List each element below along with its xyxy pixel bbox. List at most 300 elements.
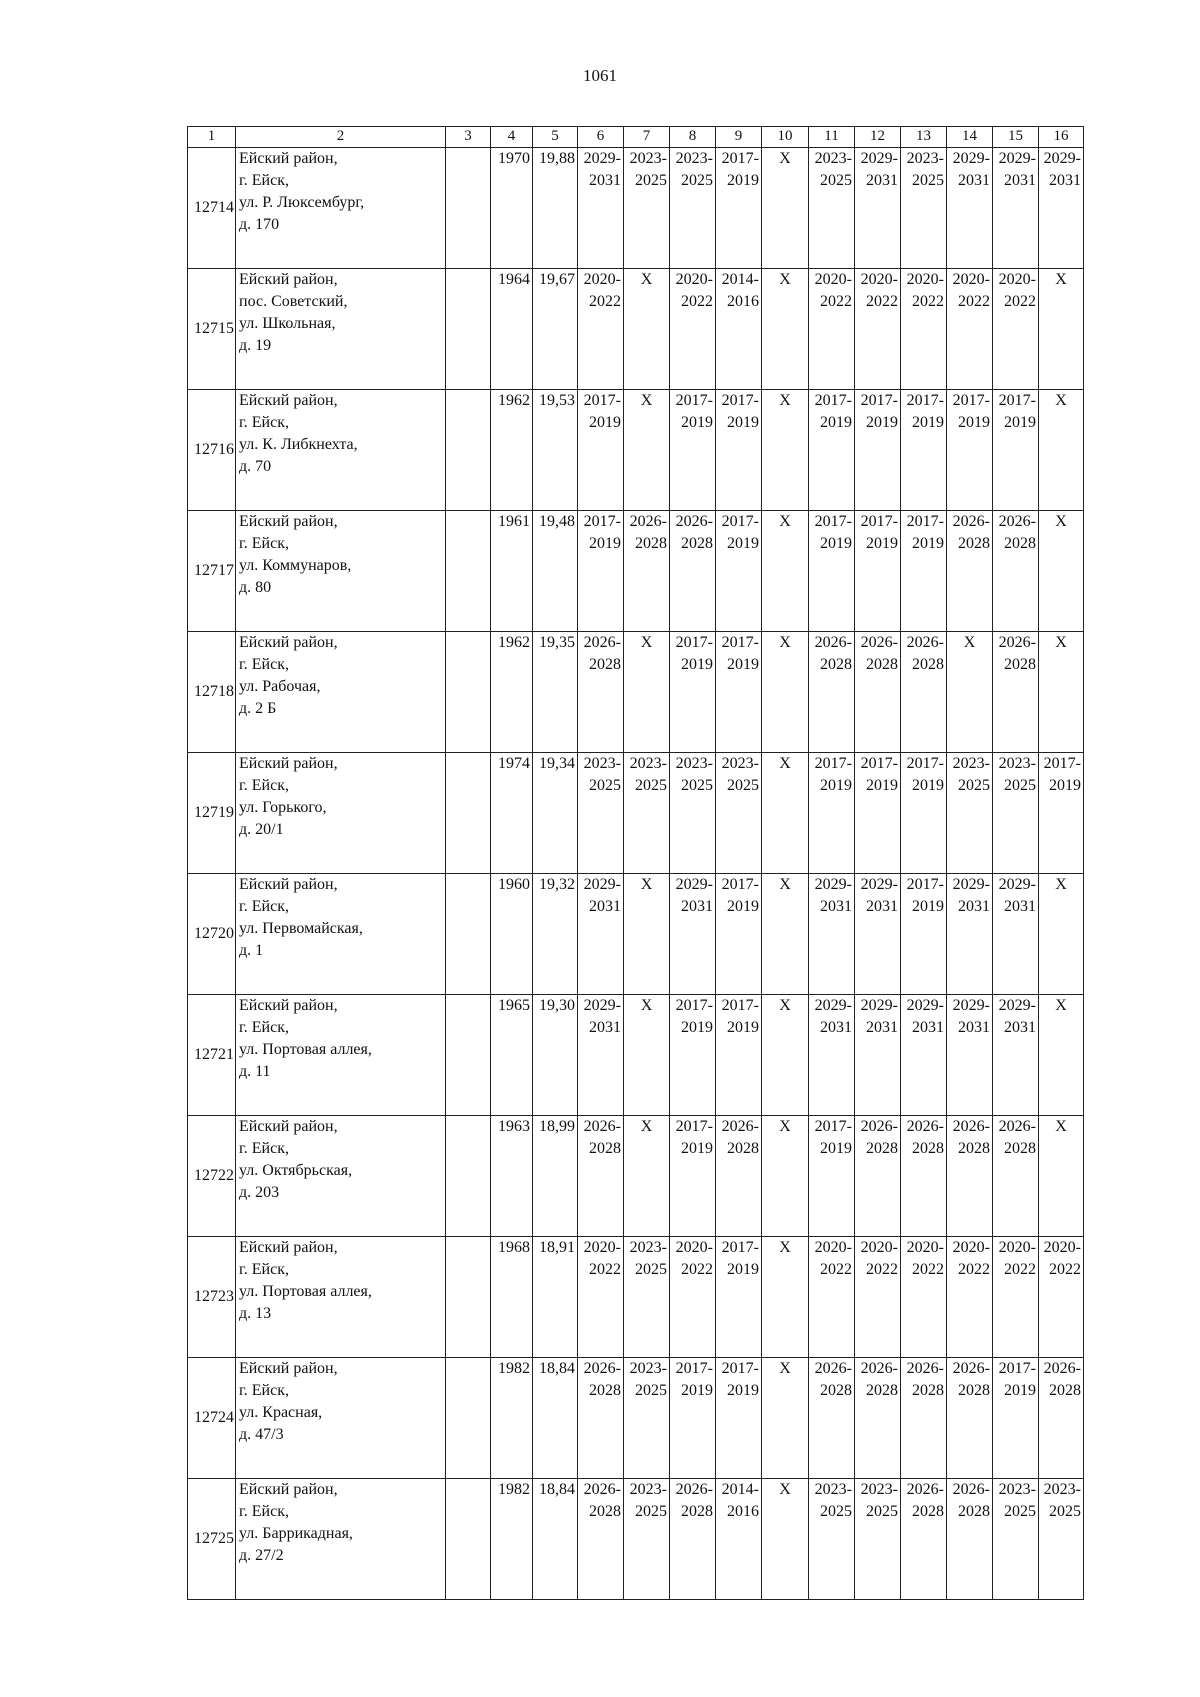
value-cell: 19,32 (533, 874, 578, 995)
period-cell-col-7 (624, 995, 670, 1116)
period-part: 2019 (820, 777, 852, 794)
column-header-10: 10 (762, 127, 809, 148)
year-cell: 1974 (491, 753, 533, 874)
period-part: 2029- (583, 876, 621, 893)
period-part: 2028 (866, 1382, 898, 1399)
address-line: д. 19 (239, 337, 272, 354)
column-header-8: 8 (670, 127, 716, 148)
period-cell-col-9 (716, 511, 762, 632)
period-part: 2023- (952, 755, 990, 772)
period-cell-col-11 (809, 1116, 855, 1237)
period-part: 2017- (721, 1239, 759, 1256)
period-part: 2025 (635, 777, 667, 794)
period-part: 2025 (681, 777, 713, 794)
period-part: 2025 (1049, 1503, 1081, 1520)
period-part: 2028 (727, 1140, 759, 1157)
period-part: 2019 (1004, 1382, 1036, 1399)
period-part: 2031 (820, 1019, 852, 1036)
period-cell-col-9 (716, 1358, 762, 1479)
period-part: 2025 (589, 777, 621, 794)
period-cell-col-10 (762, 1358, 809, 1479)
period-part: 2023- (629, 1239, 667, 1256)
period-part: 2017- (721, 997, 759, 1014)
period-cell-col-12 (855, 269, 901, 390)
column-3-cell (446, 874, 491, 995)
period-part: 2026- (814, 634, 852, 651)
period-part: 2028 (958, 1503, 990, 1520)
period-cell-col-9 (716, 874, 762, 995)
address-cell (236, 1116, 446, 1237)
column-header-7: 7 (624, 127, 670, 148)
period-cell-col-16 (1039, 995, 1084, 1116)
row-number: 12719 (188, 753, 236, 874)
column-3-cell (446, 1237, 491, 1358)
year-cell: 1982 (491, 1479, 533, 1600)
period-part: 2029- (814, 876, 852, 893)
period-part: 2028 (589, 1140, 621, 1157)
period-part: 2017- (675, 1118, 713, 1135)
row-number: 12725 (188, 1479, 236, 1600)
period-part: 2029- (814, 997, 852, 1014)
period-cell-col-13 (901, 1479, 947, 1600)
not-applicable-mark: X (640, 271, 653, 288)
address-line: г. Ейск, (239, 777, 289, 794)
period-cell-col-10 (762, 995, 809, 1116)
period-part: 2028 (912, 656, 944, 673)
period-part: 2023- (629, 1360, 667, 1377)
column-header-1: 1 (188, 127, 236, 148)
period-part: 2023- (583, 755, 621, 772)
period-part: 2026- (1043, 1360, 1081, 1377)
value-cell: 19,35 (533, 632, 578, 753)
period-cell-col-16 (1039, 874, 1084, 995)
period-part: 2026- (906, 1118, 944, 1135)
period-part: 2023- (629, 1481, 667, 1498)
period-part: 2017- (721, 513, 759, 530)
period-part: 2019 (727, 1019, 759, 1036)
period-part: 2031 (1004, 172, 1036, 189)
period-cell-col-8 (670, 1116, 716, 1237)
period-part: 2019 (681, 1140, 713, 1157)
table-row (188, 148, 1084, 269)
period-part: 2020- (583, 1239, 621, 1256)
address-cell (236, 511, 446, 632)
address-line: ул. Коммунаров, (239, 557, 352, 574)
period-part: 2019 (727, 535, 759, 552)
period-part: 2029- (1043, 150, 1081, 167)
period-cell-col-11 (809, 753, 855, 874)
year-cell: 1964 (491, 269, 533, 390)
period-part: 2026- (629, 513, 667, 530)
period-part: 2022 (820, 293, 852, 310)
not-applicable-mark: X (1055, 271, 1067, 288)
address-line: ул. Рабочая, (239, 678, 321, 695)
period-part: 2019 (912, 535, 944, 552)
period-part: 2019 (681, 656, 713, 673)
period-part: 2022 (866, 293, 898, 310)
period-cell-col-10 (762, 1479, 809, 1600)
period-part: 2017- (814, 392, 852, 409)
period-cell-col-8 (670, 1237, 716, 1358)
period-cell-col-16 (1039, 1479, 1084, 1600)
period-cell-col-15 (993, 269, 1039, 390)
year-cell: 1960 (491, 874, 533, 995)
period-part: 2023- (721, 755, 759, 772)
period-cell-col-7 (624, 1358, 670, 1479)
period-part: 2028 (866, 1140, 898, 1157)
period-cell-col-7 (624, 753, 670, 874)
period-part: 2026- (952, 1360, 990, 1377)
period-cell-col-8 (670, 874, 716, 995)
period-part: 2025 (866, 1503, 898, 1520)
period-part: 2029- (583, 150, 621, 167)
period-cell-col-15 (993, 390, 1039, 511)
column-3-cell (446, 632, 491, 753)
value-cell: 19,30 (533, 995, 578, 1116)
period-part: 2020- (583, 271, 621, 288)
period-part: 2031 (589, 1019, 621, 1036)
address-line: Ейский район, (239, 1360, 338, 1377)
value-cell: 19,34 (533, 753, 578, 874)
not-applicable-mark: X (779, 1239, 791, 1256)
period-part: 2028 (866, 656, 898, 673)
period-part: 2020- (952, 1239, 990, 1256)
period-cell-col-15 (993, 1358, 1039, 1479)
period-part: 2019 (727, 656, 759, 673)
period-cell-col-13 (901, 269, 947, 390)
year-cell: 1982 (491, 1358, 533, 1479)
not-applicable-mark: X (640, 1118, 653, 1135)
value-cell: 18,99 (533, 1116, 578, 1237)
period-part: 2017- (675, 392, 713, 409)
address-line: Ейский район, (239, 876, 338, 893)
period-cell-col-16 (1039, 1116, 1084, 1237)
period-part: 2029- (998, 150, 1036, 167)
column-header-2: 2 (236, 127, 446, 148)
address-cell (236, 753, 446, 874)
period-cell-col-9 (716, 269, 762, 390)
address-line: г. Ейск, (239, 1140, 289, 1157)
address-cell (236, 874, 446, 995)
period-part: 2017- (814, 755, 852, 772)
period-part: 2028 (681, 1503, 713, 1520)
period-part: 2025 (912, 172, 944, 189)
period-part: 2028 (958, 1382, 990, 1399)
period-cell-col-16 (1039, 269, 1084, 390)
period-part: 2017- (952, 392, 990, 409)
period-part: 2029- (583, 997, 621, 1014)
period-part: 2031 (1004, 1019, 1036, 1036)
column-header-16: 16 (1039, 127, 1084, 148)
column-header-6: 6 (578, 127, 624, 148)
period-part: 2029- (952, 997, 990, 1014)
table-row (188, 390, 1084, 511)
period-part: 2019 (681, 1019, 713, 1036)
period-cell-col-10 (762, 632, 809, 753)
column-header-14: 14 (947, 127, 993, 148)
value-cell: 18,84 (533, 1479, 578, 1600)
table-row (188, 1116, 1084, 1237)
address-line: Ейский район, (239, 1239, 338, 1256)
period-cell-col-14 (947, 874, 993, 995)
period-cell-col-9 (716, 1479, 762, 1600)
period-cell-col-12 (855, 995, 901, 1116)
period-part: 2017- (814, 513, 852, 530)
period-cell-col-8 (670, 1479, 716, 1600)
period-part: 2023- (629, 755, 667, 772)
period-cell-col-14 (947, 148, 993, 269)
period-part: 2017- (1043, 755, 1081, 772)
period-cell-col-7 (624, 1116, 670, 1237)
period-part: 2025 (727, 777, 759, 794)
period-part: 2019 (727, 414, 759, 431)
period-part: 2020- (860, 271, 898, 288)
address-line: пос. Советский, (239, 293, 348, 310)
period-part: 2019 (958, 414, 990, 431)
period-cell-col-6 (578, 1237, 624, 1358)
address-line: Ейский район, (239, 1118, 338, 1135)
period-part: 2026- (952, 513, 990, 530)
period-part: 2023- (675, 755, 713, 772)
column-header-3: 3 (446, 127, 491, 148)
row-number: 12715 (188, 269, 236, 390)
period-part: 2019 (681, 1382, 713, 1399)
address-line: д. 11 (239, 1063, 271, 1080)
year-cell: 1962 (491, 632, 533, 753)
period-cell-col-8 (670, 269, 716, 390)
period-part: 2022 (1049, 1261, 1081, 1278)
period-cell-col-6 (578, 1358, 624, 1479)
period-cell-col-12 (855, 1116, 901, 1237)
address-line: ул. Р. Люксембург, (239, 194, 365, 211)
period-part: 2025 (1004, 1503, 1036, 1520)
period-part: 2023- (675, 150, 713, 167)
period-part: 2017- (721, 876, 759, 893)
period-part: 2028 (912, 1382, 944, 1399)
address-line: Ейский район, (239, 392, 338, 409)
period-part: 2019 (820, 414, 852, 431)
period-cell-col-7 (624, 148, 670, 269)
period-part: 2017- (906, 513, 944, 530)
period-part: 2019 (820, 1140, 852, 1157)
period-cell-col-11 (809, 995, 855, 1116)
period-part: 2017- (860, 755, 898, 772)
column-3-cell (446, 148, 491, 269)
period-part: 2017- (721, 150, 759, 167)
column-3-cell (446, 390, 491, 511)
address-line: д. 80 (239, 579, 272, 596)
period-cell-col-14 (947, 632, 993, 753)
period-part: 2014- (721, 271, 759, 288)
period-part: 2026- (583, 1360, 621, 1377)
period-part: 2017- (998, 392, 1036, 409)
year-cell: 1968 (491, 1237, 533, 1358)
period-part: 2029- (675, 876, 713, 893)
table-row (188, 1237, 1084, 1358)
not-applicable-mark: X (963, 634, 976, 651)
period-part: 2019 (589, 535, 621, 552)
period-cell-col-14 (947, 753, 993, 874)
period-cell-col-9 (716, 1237, 762, 1358)
period-cell-col-11 (809, 874, 855, 995)
not-applicable-mark: X (779, 513, 791, 530)
period-part: 2026- (675, 513, 713, 530)
not-applicable-mark: X (1055, 392, 1067, 409)
period-cell-col-14 (947, 1358, 993, 1479)
period-cell-col-12 (855, 874, 901, 995)
period-part: 2017- (998, 1360, 1036, 1377)
period-part: 2026- (675, 1481, 713, 1498)
period-part: 2031 (958, 898, 990, 915)
period-cell-col-9 (716, 390, 762, 511)
period-cell-col-16 (1039, 1237, 1084, 1358)
period-cell-col-7 (624, 269, 670, 390)
period-part: 2026- (860, 634, 898, 651)
column-header-15: 15 (993, 127, 1039, 148)
period-part: 2031 (958, 1019, 990, 1036)
not-applicable-mark: X (779, 271, 791, 288)
period-part: 2019 (866, 777, 898, 794)
period-cell-col-8 (670, 632, 716, 753)
not-applicable-mark: X (1055, 513, 1067, 530)
period-part: 2031 (681, 898, 713, 915)
column-3-cell (446, 1358, 491, 1479)
period-cell-col-16 (1039, 511, 1084, 632)
period-part: 2028 (912, 1503, 944, 1520)
not-applicable-mark: X (779, 997, 791, 1014)
table-row (188, 632, 1084, 753)
period-cell-col-8 (670, 1358, 716, 1479)
column-header-12: 12 (855, 127, 901, 148)
housing-register-table (187, 126, 1084, 1600)
column-3-cell (446, 269, 491, 390)
period-part: 2025 (635, 1382, 667, 1399)
address-line: ул. Портовая аллея, (239, 1041, 372, 1058)
table-body (188, 148, 1084, 1600)
period-cell-col-7 (624, 511, 670, 632)
period-cell-col-13 (901, 148, 947, 269)
address-cell (236, 269, 446, 390)
column-3-cell (446, 995, 491, 1116)
period-part: 2017- (906, 755, 944, 772)
period-cell-col-16 (1039, 1358, 1084, 1479)
address-line: Ейский район, (239, 755, 338, 772)
period-part: 2020- (998, 271, 1036, 288)
column-header-4: 4 (491, 127, 533, 148)
period-part: 2029- (860, 876, 898, 893)
period-cell-col-6 (578, 148, 624, 269)
period-part: 2028 (820, 656, 852, 673)
period-part: 2016 (727, 1503, 759, 1520)
period-part: 2017- (906, 876, 944, 893)
period-part: 2023- (814, 150, 852, 167)
period-cell-col-14 (947, 1116, 993, 1237)
period-cell-col-9 (716, 148, 762, 269)
period-part: 2026- (721, 1118, 759, 1135)
address-line: д. 2 Б (239, 700, 277, 717)
address-line: д. 170 (239, 216, 280, 233)
period-part: 2022 (681, 293, 713, 310)
period-part: 2019 (820, 535, 852, 552)
period-part: 2026- (952, 1481, 990, 1498)
period-part: 2025 (635, 1261, 667, 1278)
not-applicable-mark: X (779, 876, 791, 893)
address-line: Ейский район, (239, 150, 338, 167)
period-cell-col-13 (901, 1358, 947, 1479)
period-part: 2028 (958, 1140, 990, 1157)
year-cell: 1961 (491, 511, 533, 632)
address-line: ул. Портовая аллея, (239, 1283, 372, 1300)
period-part: 2022 (589, 293, 621, 310)
period-part: 2029- (860, 150, 898, 167)
address-line: г. Ейск, (239, 1503, 289, 1520)
period-part: 2022 (912, 293, 944, 310)
period-cell-col-6 (578, 874, 624, 995)
not-applicable-mark: X (779, 634, 791, 651)
value-cell: 19,53 (533, 390, 578, 511)
period-part: 2017- (906, 392, 944, 409)
column-number-row (188, 127, 1084, 148)
period-part: 2022 (1004, 293, 1036, 310)
period-part: 2029- (998, 997, 1036, 1014)
period-cell-col-15 (993, 1479, 1039, 1600)
address-line: Ейский район, (239, 997, 338, 1014)
address-line: ул. Школьная, (239, 315, 336, 332)
address-line: ул. Красная, (239, 1404, 323, 1421)
address-cell (236, 1358, 446, 1479)
not-applicable-mark: X (640, 997, 653, 1014)
period-part: 2019 (866, 535, 898, 552)
period-part: 2026- (860, 1360, 898, 1377)
period-part: 2019 (727, 898, 759, 915)
address-line: Ейский район, (239, 1481, 338, 1498)
period-cell-col-13 (901, 390, 947, 511)
period-cell-col-11 (809, 269, 855, 390)
period-cell-col-11 (809, 1358, 855, 1479)
period-cell-col-11 (809, 632, 855, 753)
period-cell-col-10 (762, 390, 809, 511)
period-cell-col-14 (947, 1237, 993, 1358)
period-part: 2019 (681, 414, 713, 431)
table-row (188, 753, 1084, 874)
period-cell-col-9 (716, 753, 762, 874)
address-line: г. Ейск, (239, 1261, 289, 1278)
year-cell: 1963 (491, 1116, 533, 1237)
row-number: 12723 (188, 1237, 236, 1358)
address-line: ул. Октябрьская, (239, 1162, 353, 1179)
period-part: 2020- (814, 1239, 852, 1256)
period-cell-col-8 (670, 390, 716, 511)
period-cell-col-13 (901, 1237, 947, 1358)
period-part: 2025 (1004, 777, 1036, 794)
column-3-cell (446, 511, 491, 632)
address-cell (236, 995, 446, 1116)
not-applicable-mark: X (779, 1360, 791, 1377)
year-cell: 1962 (491, 390, 533, 511)
period-cell-col-16 (1039, 390, 1084, 511)
period-cell-col-11 (809, 1237, 855, 1358)
period-part: 2031 (866, 898, 898, 915)
period-part: 2026- (998, 1118, 1036, 1135)
address-line: г. Ейск, (239, 656, 289, 673)
period-cell-col-7 (624, 390, 670, 511)
address-line: ул. Горького, (239, 799, 327, 816)
period-part: 2026- (952, 1118, 990, 1135)
period-part: 2022 (681, 1261, 713, 1278)
period-part: 2017- (675, 997, 713, 1014)
period-part: 2028 (820, 1382, 852, 1399)
period-cell-col-13 (901, 1116, 947, 1237)
